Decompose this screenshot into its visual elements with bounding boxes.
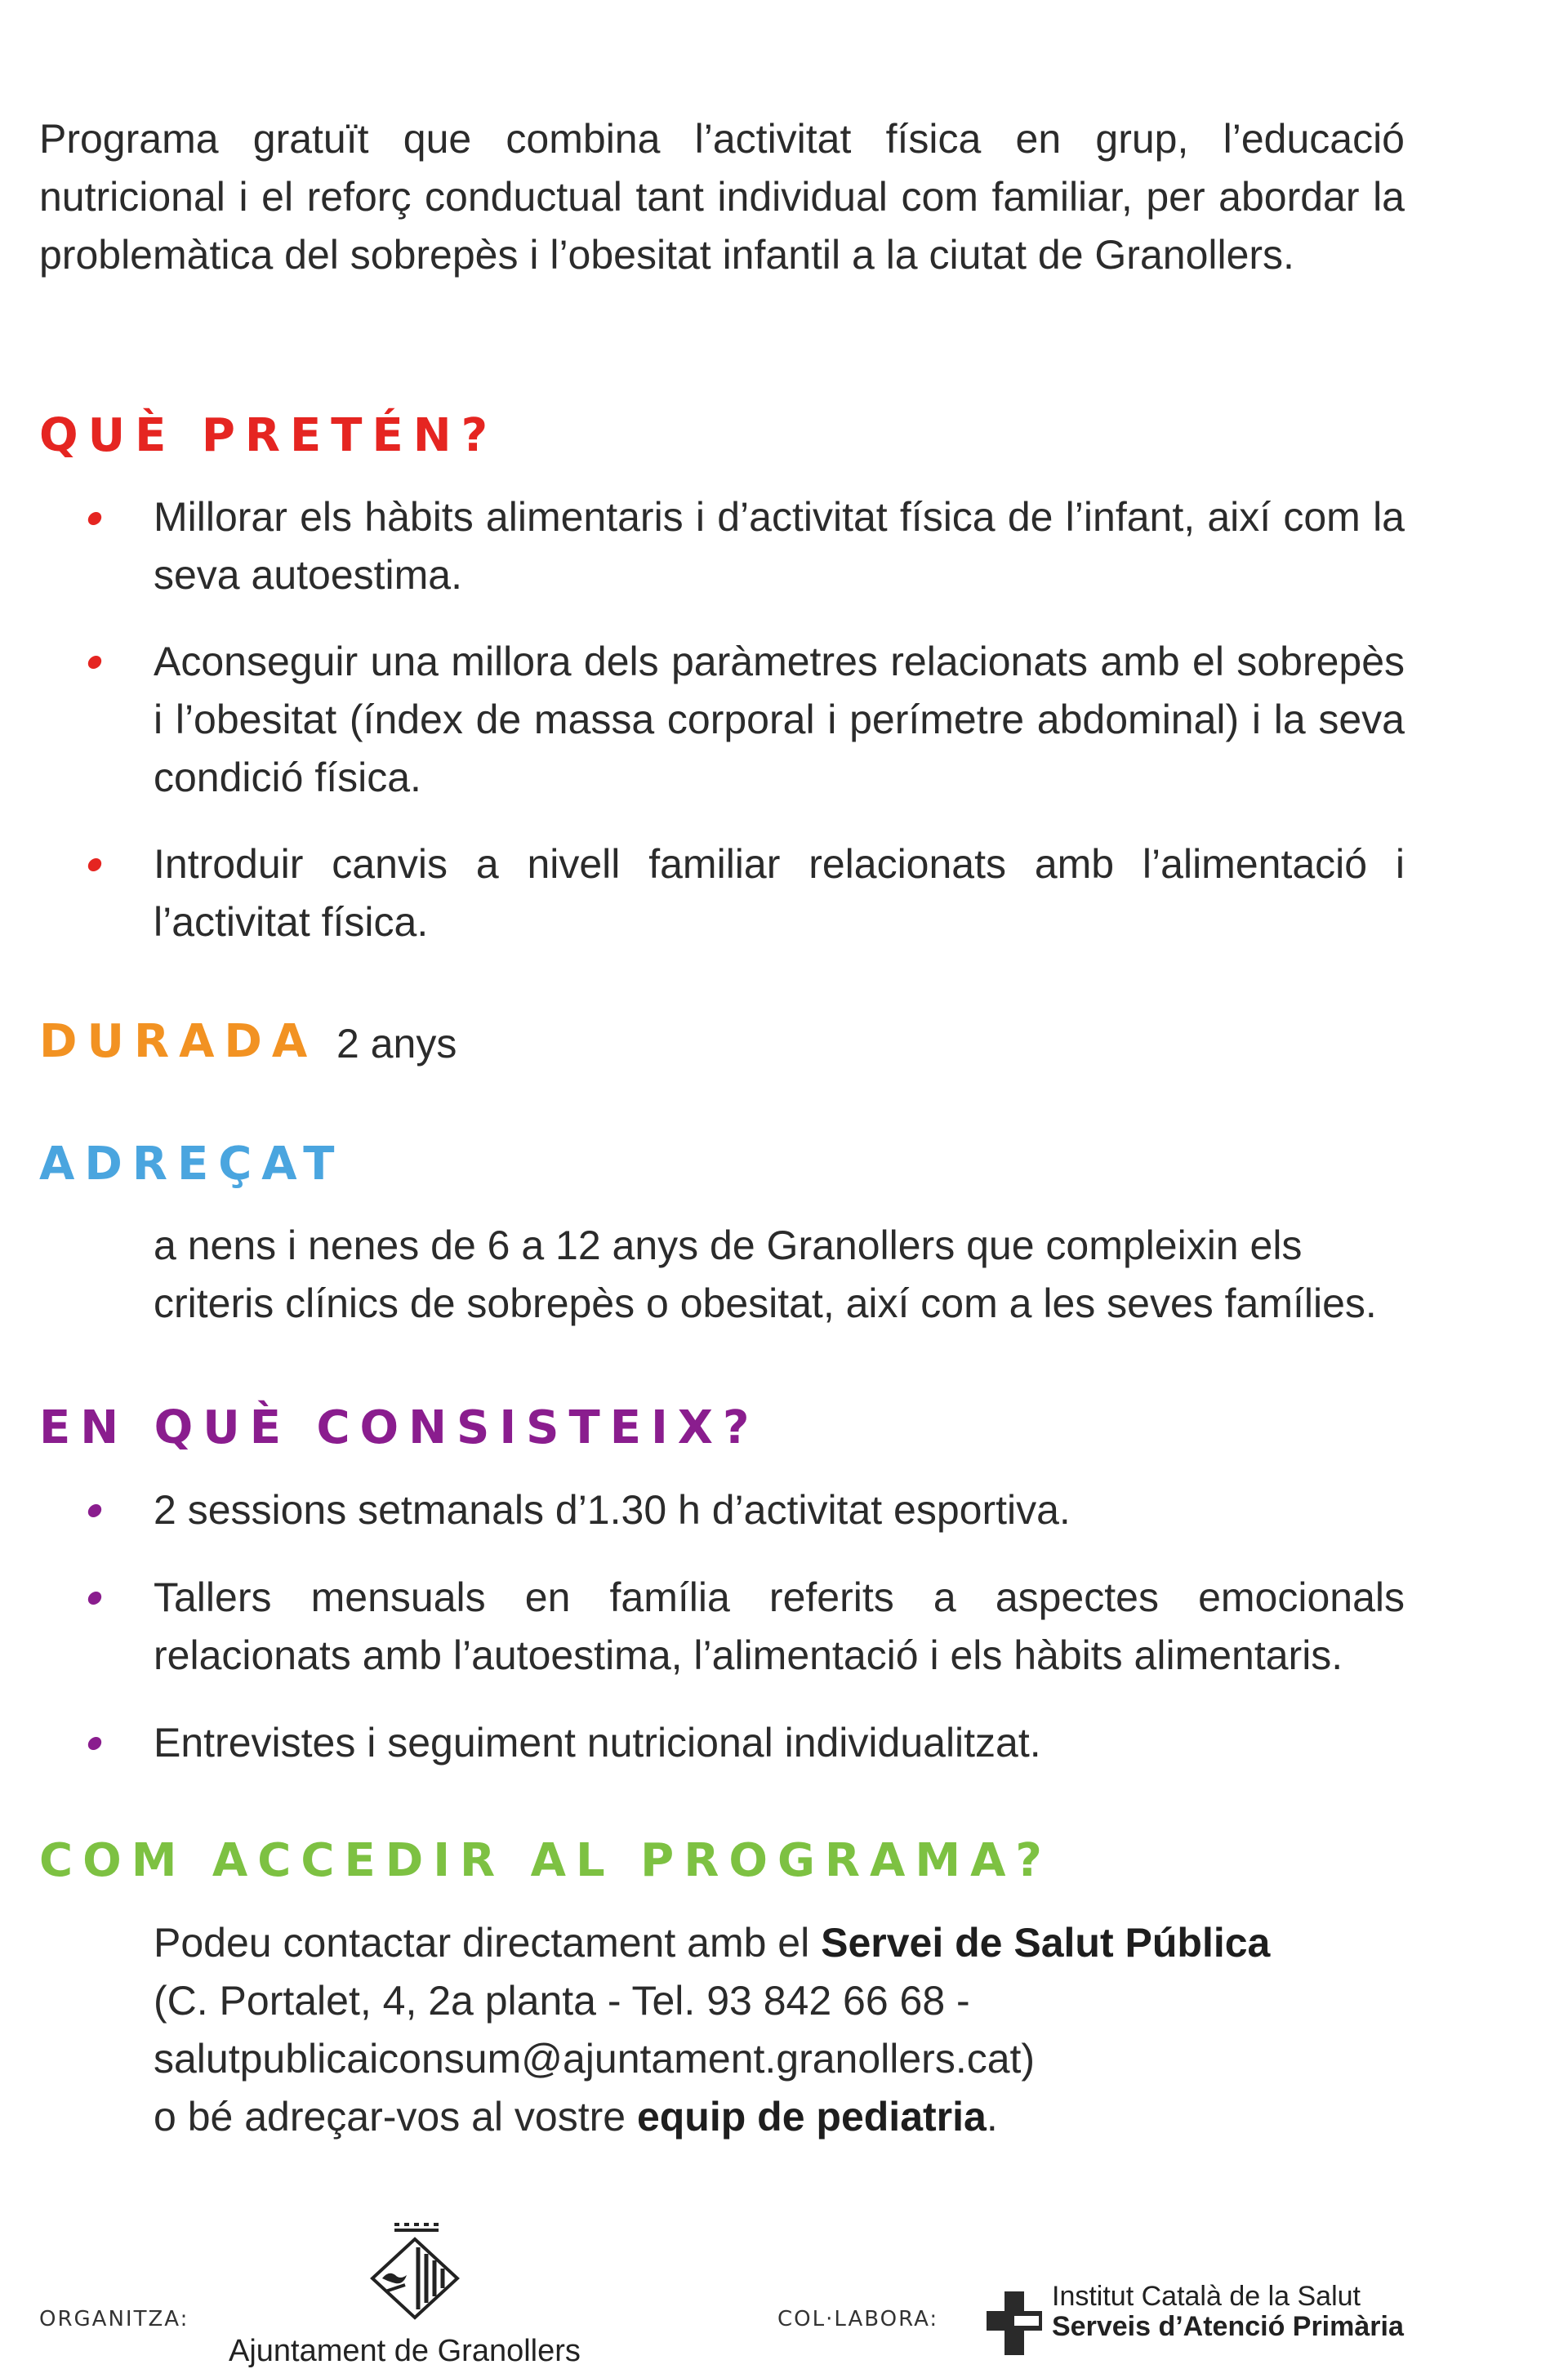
list-item-text: Entrevistes i seguiment nutricional individualitzat.: [154, 1720, 1041, 1766]
organitza-label: ORGANITZA:: [39, 2307, 189, 2331]
bullet-icon: [87, 512, 102, 525]
accedir-line-4-suffix: .: [986, 2094, 998, 2140]
list-item-text: Millorar els hàbits alimentaris i d’activitat física de l’infant, així com la seva autoestima.: [154, 494, 1405, 598]
list-item-text: Tallers mensuals en família referits a aspectes emocionals relacionats amb l’autoestima, l’alimentació i els hàbits alimentaris.: [154, 1574, 1405, 1678]
list-item-text: 2 sessions setmanals d’1.30 h d’activitat esportiva.: [154, 1487, 1071, 1533]
intro-paragraph: Programa gratuït que combina l’activitat física en grup, l’educació nutricional i el reforç conductual tant individual com familiar, per abordar la problemàtica del sobrepès i l’obesitat infantil a la ciutat de Granollers.: [39, 116, 1405, 278]
ajuntament-name: Ajuntament de Granollers: [229, 2334, 581, 2368]
servei-salut-publica: Servei de Salut Pública: [821, 1920, 1271, 1966]
ics-logo: [987, 2291, 1042, 2355]
durada-heading: DURADA: [39, 1015, 318, 1068]
cross-icon: [987, 2291, 1042, 2355]
accedir-line-1-prefix: Podeu contactar directament amb el: [154, 1920, 822, 1966]
ajuntament-logo: [366, 2221, 464, 2344]
accedir-heading: COM ACCEDIR AL PROGRAMA?: [39, 1834, 1052, 1887]
col-labora-label: COL·LABORA:: [777, 2307, 939, 2331]
adrecat-heading: ADREÇAT: [39, 1138, 345, 1191]
bullet-icon: [87, 1592, 102, 1605]
ics-name: Institut Català de la Salut: [1052, 2281, 1361, 2312]
coat-of-arms-icon: [366, 2221, 464, 2344]
list-item-text: Aconseguir una millora dels paràmetres relacionats amb el sobrepès i l’obesitat (índex de massa corporal i perímetre abdominal) i la seva condició física.: [154, 639, 1405, 800]
consisteix-heading: EN QUÈ CONSISTEIX?: [39, 1401, 760, 1454]
accedir-line-2: (C. Portalet, 4, 2a planta - Tel. 93 842 66 68 -: [154, 1978, 970, 2024]
ics-subtitle: Serveis d’Atenció Primària: [1052, 2311, 1404, 2342]
accedir-line-4: [154, 2088, 1460, 2146]
accedir-line-4-prefix: o bé adreçar-vos al vostre: [154, 2094, 637, 2140]
durada-value: 2 anys: [336, 1021, 457, 1066]
equip-pediatria: equip de pediatria: [636, 2094, 987, 2140]
list-item-text: Introduir canvis a nivell familiar relacionats amb l’alimentació i l’activitat física.: [154, 841, 1405, 945]
bullet-icon: [87, 656, 102, 669]
accedir-text: [154, 1914, 1460, 2146]
que-preten-heading: QUÈ PRETÉN?: [39, 409, 498, 462]
bullet-icon: [87, 1737, 102, 1750]
accedir-line-1: [154, 1914, 1460, 1972]
bullet-icon: [87, 858, 102, 871]
bullet-icon: [87, 1504, 102, 1517]
adrecat-text: a nens i nenes de 6 a 12 anys de Granollers que compleixin els criteris clínics de sobrepès o obesitat, així com a les seves famílies.: [154, 1222, 1377, 1326]
accedir-email[interactable]: salutpublicaiconsum@ajuntament.granollers.cat): [154, 2036, 1036, 2082]
